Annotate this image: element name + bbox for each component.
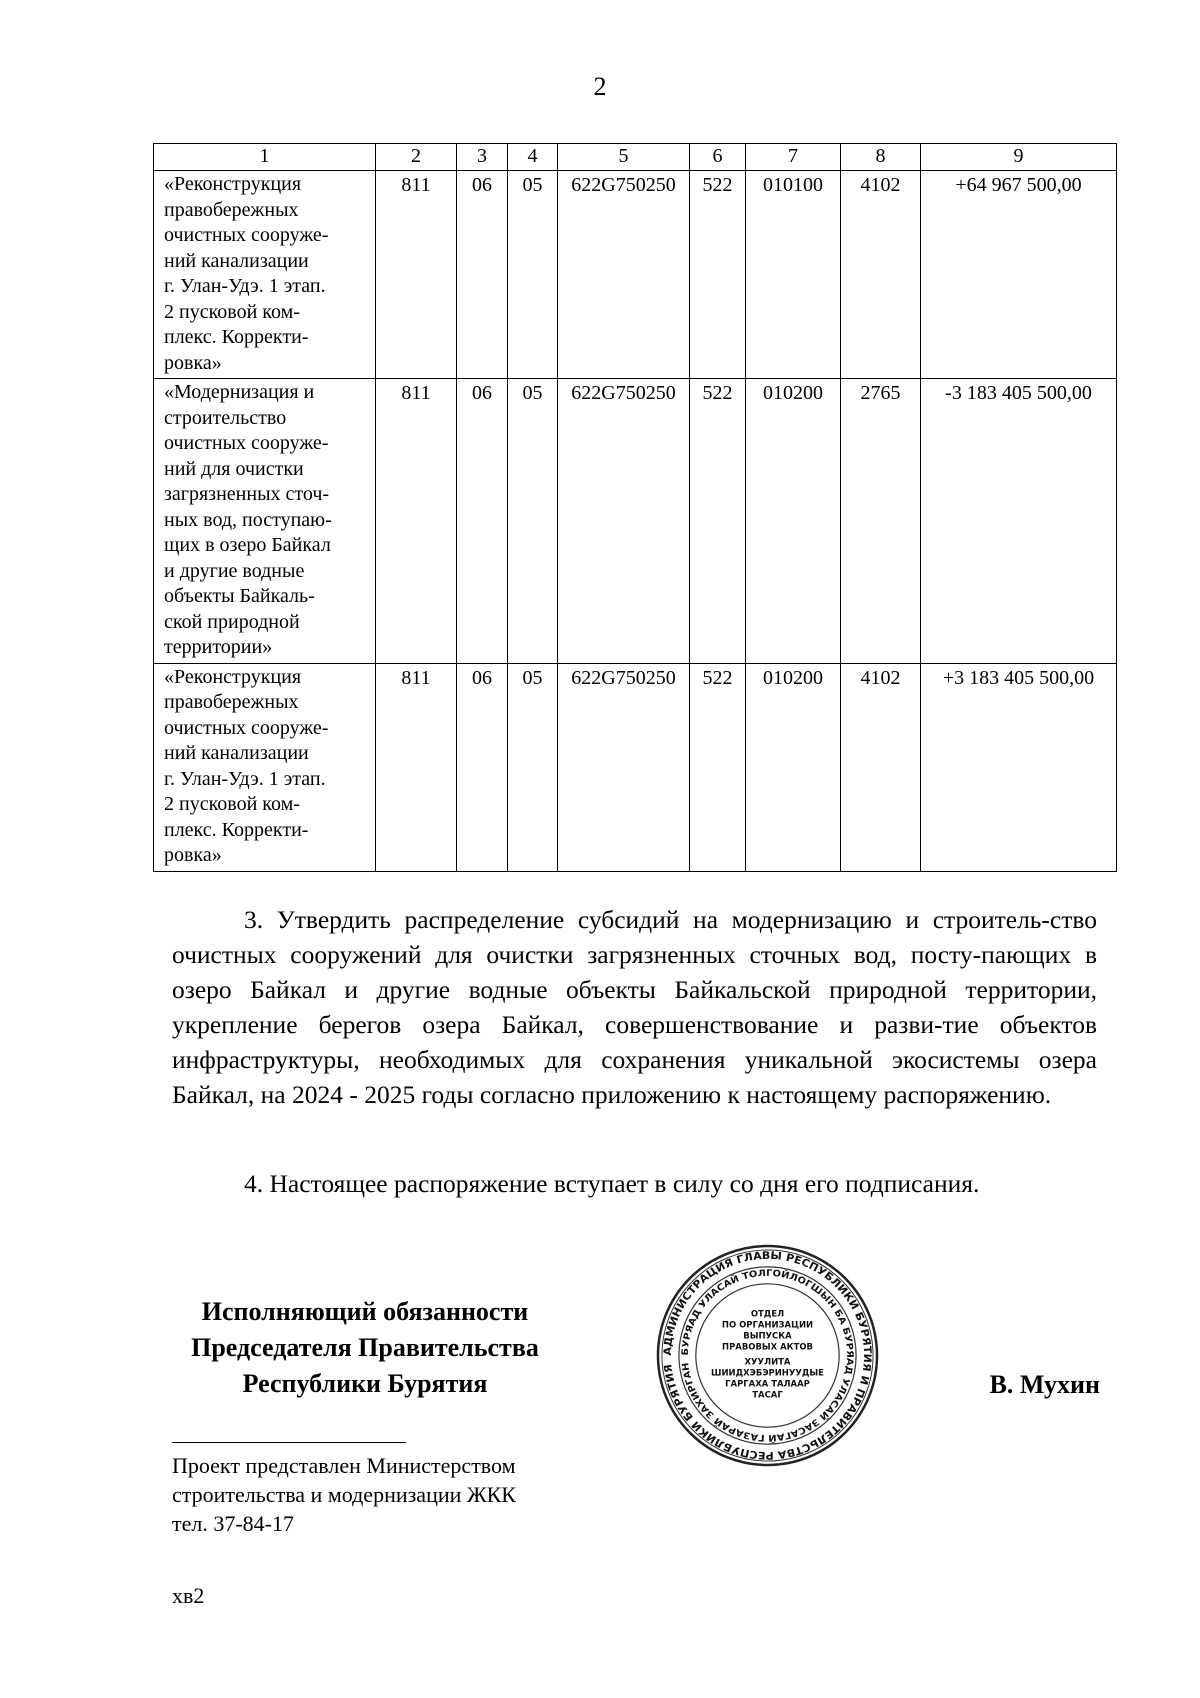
- name-line: 2 пусковой ком-: [164, 300, 300, 323]
- paragraph-3: [172, 902, 1097, 1112]
- source-code-cell: 4102: [841, 663, 921, 871]
- expense-type-cell: 522: [690, 663, 746, 871]
- name-line: ровка»: [164, 351, 222, 374]
- budget-table: [153, 143, 1117, 872]
- name-line: ровка»: [164, 844, 222, 866]
- target-article-cell: 622G750250: [558, 171, 690, 379]
- header-cell: 2: [376, 144, 457, 171]
- footnote-line: строительства и модернизации ЖКК: [172, 1482, 516, 1507]
- paragraph-4: [172, 1166, 1097, 1201]
- stamp-center-line: ШИИДХЭБЭРИНУУДЫЕ: [711, 1367, 824, 1378]
- object-code-cell: 010200: [746, 379, 841, 664]
- name-line: строительство: [164, 406, 287, 429]
- official-seal-stamp: [655, 1243, 880, 1468]
- name-line: ской природной: [164, 610, 300, 633]
- ministry-code-cell: 811: [376, 379, 457, 664]
- name-line: плекс. Корректи-: [164, 326, 309, 348]
- stamp-center-line: ТАСАГ: [752, 1389, 783, 1400]
- stamp-center-line: ОТДЕЛ: [750, 1308, 785, 1319]
- section-cell: 06: [457, 171, 508, 379]
- name-line: очистных сооруже-: [164, 716, 329, 739]
- header-cell: 9: [921, 144, 1117, 171]
- name-line: г. Улан-Удэ. 1 этап.: [164, 767, 326, 790]
- name-line: территории»: [164, 636, 273, 658]
- name-line: плекс. Корректи-: [164, 818, 309, 841]
- header-cell: 8: [841, 144, 921, 171]
- section-cell: 06: [457, 379, 508, 664]
- row-name-cell: [154, 663, 376, 871]
- stamp-center-line: ГАРГАХА ТАЛААР: [725, 1378, 810, 1389]
- header-cell: 5: [558, 144, 690, 171]
- row-name-cell: [154, 379, 376, 664]
- object-code-cell: 010100: [746, 171, 841, 379]
- name-line: ний канализации: [164, 249, 309, 272]
- name-line: объекты Байкаль-: [164, 585, 315, 607]
- footnote: [172, 1451, 516, 1538]
- name-line: правобережных: [164, 198, 299, 221]
- amount-cell: +3 183 405 500,00: [921, 663, 1117, 871]
- header-cell: 6: [690, 144, 746, 171]
- source-code-cell: 4102: [841, 171, 921, 379]
- name-line: и другие водные: [164, 559, 305, 582]
- target-article-cell: 622G750250: [558, 379, 690, 664]
- footnote-line: тел. 37-84-17: [172, 1511, 295, 1536]
- amount-cell: -3 183 405 500,00: [921, 379, 1117, 664]
- expense-type-cell: 522: [690, 171, 746, 379]
- header-cell: 1: [154, 144, 376, 171]
- name-line: правобережных: [164, 691, 299, 713]
- stamp-center-line: ХУУЛИТА: [744, 1356, 791, 1367]
- subsection-cell: 05: [508, 663, 558, 871]
- source-code-cell: 2765: [841, 379, 921, 664]
- stamp-center-line: ПО ОРГАНИЗАЦИИ: [721, 1319, 814, 1330]
- document-code: хв2: [172, 1583, 205, 1608]
- signer-position-line: Председателя Правительства: [191, 1333, 539, 1362]
- name-line: ний для очистки: [164, 457, 304, 480]
- stamp-center-line: ПРАВОВЫХ АКТОВ: [722, 1341, 813, 1352]
- subsection-cell: 05: [508, 379, 558, 664]
- name-line: «Модернизация и: [164, 381, 315, 403]
- section-cell: 06: [457, 663, 508, 871]
- header-cell: 7: [746, 144, 841, 171]
- stamp-center-line: ВЫПУСКА: [743, 1330, 792, 1341]
- paragraph-4-text: 4. Настоящее распоряжение вступает в силу со дня его подписания.: [244, 1169, 980, 1198]
- name-line: «Реконструкция: [164, 665, 302, 688]
- name-line: «Реконструкция: [164, 173, 302, 195]
- name-line: очистных сооруже-: [164, 224, 329, 246]
- target-article-cell: 622G750250: [558, 663, 690, 871]
- table-row: [154, 663, 1117, 871]
- table-row: [154, 379, 1117, 664]
- signer-position-line: Исполняющий обязанности: [201, 1297, 529, 1326]
- name-line: очистных сооруже-: [164, 432, 329, 454]
- paragraph-3-text: 3. Утвердить распределение субсидий на модернизацию и строитель-ство очистных сооружений для очистки загрязненных сточных вод, посту-пающих в озеро Байкал и другие водные объекты Байкальской природной территории, укрепление берегов озера Байкал, совершенствование и разви-тие объектов инфраструктуры, необходимых для сохранения уникальной экосистемы озера Байкал, на 2024 - 2025 годы согласно приложению к настоящему распоряжению.: [172, 905, 1097, 1109]
- ministry-code-cell: 811: [376, 663, 457, 871]
- name-line: щих в озеро Байкал: [164, 534, 331, 556]
- page-number: 2: [593, 72, 607, 101]
- ministry-code-cell: 811: [376, 171, 457, 379]
- amount-cell: +64 967 500,00: [921, 171, 1117, 379]
- name-line: загрязненных сточ-: [164, 483, 330, 505]
- header-cell: 4: [508, 144, 558, 171]
- signer-position-line: Республики Бурятия: [242, 1369, 488, 1398]
- expense-type-cell: 522: [690, 379, 746, 664]
- footnote-divider: [172, 1442, 406, 1443]
- name-line: г. Улан-Удэ. 1 этап.: [164, 275, 326, 297]
- table-row: [154, 171, 1117, 379]
- name-line: ний канализации: [164, 742, 309, 764]
- name-line: 2 пусковой ком-: [164, 793, 300, 815]
- stamp-outer-text: АДМИНИСТРАЦИЯ ГЛАВЫ РЕСПУБЛИКИ БУРЯТИЯ И ПРАВИТЕЛЬСТВА РЕСПУБЛИКИ БУРЯТИЯ: [661, 1249, 874, 1462]
- name-line: ных вод, поступаю-: [164, 508, 332, 531]
- header-cell: 3: [457, 144, 508, 171]
- signer-name: В. Мухин: [989, 1370, 1100, 1399]
- row-name-cell: [154, 171, 376, 379]
- footnote-line: Проект представлен Министерством: [172, 1453, 516, 1478]
- subsection-cell: 05: [508, 171, 558, 379]
- stamp-inner-text: БУРЯАД УЛАСАЙ ТОЛГОЙЛОГШЫН БА БУРЯАД УЛАСАЙ ЗАСАГАЙ ГАЗАРАЙ ЗАХИРГАН: [680, 1268, 855, 1443]
- signer-position: [155, 1294, 575, 1402]
- table-header-row: [154, 144, 1117, 171]
- object-code-cell: 010200: [746, 663, 841, 871]
